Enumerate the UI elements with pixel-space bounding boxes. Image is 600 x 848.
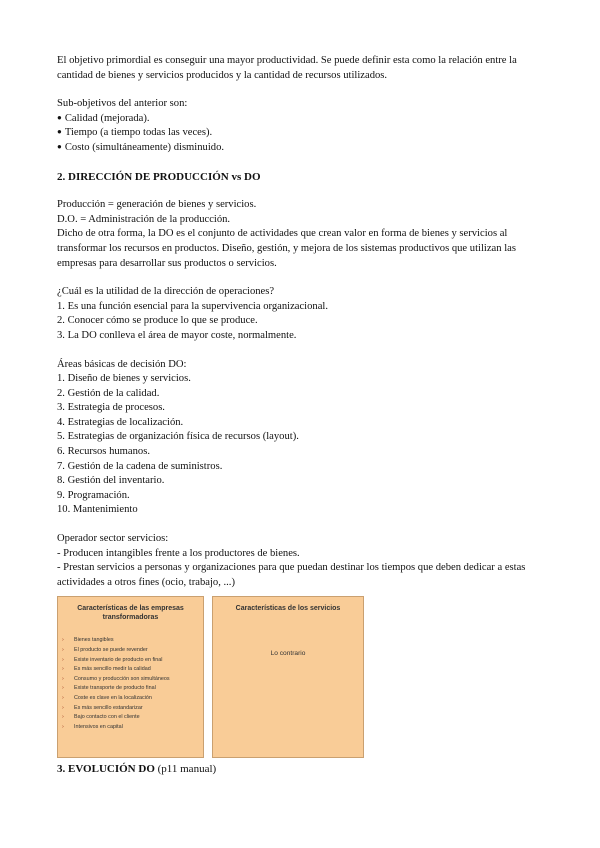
arrow-bullet-icon: ›: [62, 723, 64, 730]
manufacturing-list: [58, 636, 203, 732]
list-item: ● Tiempo (a tiempo todas las veces).: [57, 126, 547, 141]
arrow-bullet-icon: ›: [62, 694, 64, 701]
list-item: 2. Conocer cómo se produce lo que se produce.: [57, 315, 258, 327]
list-item: 8. Gestión del inventario.: [57, 475, 165, 487]
services-box-title: Características de los servicios: [235, 605, 341, 613]
areas-title: Áreas básicas de decisión DO:: [57, 358, 187, 370]
list-item: 3. La DO conlleva el área de mayor coste, normalmente.: [57, 329, 297, 341]
list-item: › Bienes tangibles: [62, 636, 203, 646]
list-item: › Es más sencillo estandarizar: [62, 704, 203, 714]
utility-list: [57, 300, 547, 344]
arrow-bullet-icon: ›: [62, 675, 64, 682]
services-title: Operador sector servicios:: [57, 533, 169, 545]
list-item: › Es más sencillo medir la calidad: [62, 665, 203, 675]
production-definition: Producción = generación de bienes y servicios.: [57, 199, 257, 211]
list-item: - Prestan servicios a personas y organizaciones para que puedan destinar los tiempos que deben dedicar a estas actividades a otros fines (ocio, trabajo, ...): [57, 562, 526, 588]
list-item: 7. Gestión de la cadena de suministros.: [57, 460, 223, 472]
do-definition: D.O. = Administración de la producción.: [57, 213, 231, 225]
section-2-heading: 2. DIRECCIÓN DE PRODUCCIÓN vs DO: [57, 170, 261, 183]
list-item: › El producto se puede revender: [62, 646, 203, 656]
section-3-heading: 3. EVOLUCIÓN DO (p11 manual): [57, 763, 217, 776]
list-item: ● Calidad (mejorada).: [57, 112, 547, 127]
services-list: [57, 547, 547, 591]
list-item: ● Costo (simultáneamente) disminuido.: [57, 141, 547, 156]
list-item: 4. Estrategias de localización.: [57, 416, 184, 428]
list-item: › Coste es clave en la localización: [62, 694, 203, 704]
arrow-bullet-icon: ›: [62, 666, 64, 673]
list-item: › Existe transporte de producto final: [62, 684, 203, 694]
utility-question: ¿Cuál es la utilidad de la dirección de operaciones?: [57, 286, 275, 298]
list-item: 6. Recursos humanos.: [57, 446, 150, 458]
document-page: [57, 54, 547, 777]
section-3-note: (p11 manual): [157, 763, 217, 776]
list-item: › Consumo y producción son simultáneos: [62, 675, 203, 685]
list-item: › Bajo contacto con el cliente: [62, 713, 203, 723]
intro-paragraph: El objetivo primordial es conseguir una mayor productividad. Se puede definir esta como la relación entre la cantidad de bienes y servicios producidos y la cantidad de recursos utilizados.: [57, 55, 517, 81]
arrow-bullet-icon: ›: [62, 637, 64, 644]
comparison-figure: [57, 596, 547, 762]
subobjectives-list: [57, 112, 547, 156]
arrow-bullet-icon: ›: [62, 704, 64, 711]
arrow-bullet-icon: ›: [62, 656, 64, 663]
do-paragraph: Dicho de otra forma, la DO es el conjunto de actividades que crean valor en forma de bienes y servicios al transformar los recursos en productos. Diseño, gestión, y mejora de los sistemas productivos que utilizan las empresas para desarrollar sus productos o servicios.: [57, 228, 516, 269]
list-item: › Intensivos en capital: [62, 723, 203, 733]
list-item: 1. Es una función esencial para la supervivencia organizacional.: [57, 300, 329, 312]
services-box: [212, 596, 364, 758]
services-box-text: Lo contrario: [270, 650, 306, 658]
list-item: 1. Diseño de bienes y servicios.: [57, 373, 191, 385]
manufacturing-box: [57, 596, 204, 758]
list-item: 5. Estrategias de organización física de recursos (layout).: [57, 431, 299, 443]
list-item: 9. Programación.: [57, 489, 130, 501]
areas-list: [57, 372, 547, 518]
arrow-bullet-icon: ›: [62, 647, 64, 653]
arrow-bullet-icon: ›: [62, 714, 64, 721]
subobjectives-title: Sub-objetivos del anterior son:: [57, 98, 188, 110]
list-item: - Producen intangibles frente a los productores de bienes.: [57, 547, 300, 559]
arrow-bullet-icon: ›: [62, 685, 64, 692]
manufacturing-box-title: Características de las empresas transformadoras: [77, 605, 184, 622]
list-item: 2. Gestión de la calidad.: [57, 387, 160, 399]
list-item: 3. Estrategia de procesos.: [57, 402, 165, 414]
list-item: › Existe inventario de producto en final: [62, 656, 203, 666]
list-item: 10. Mantenimiento: [57, 504, 138, 516]
